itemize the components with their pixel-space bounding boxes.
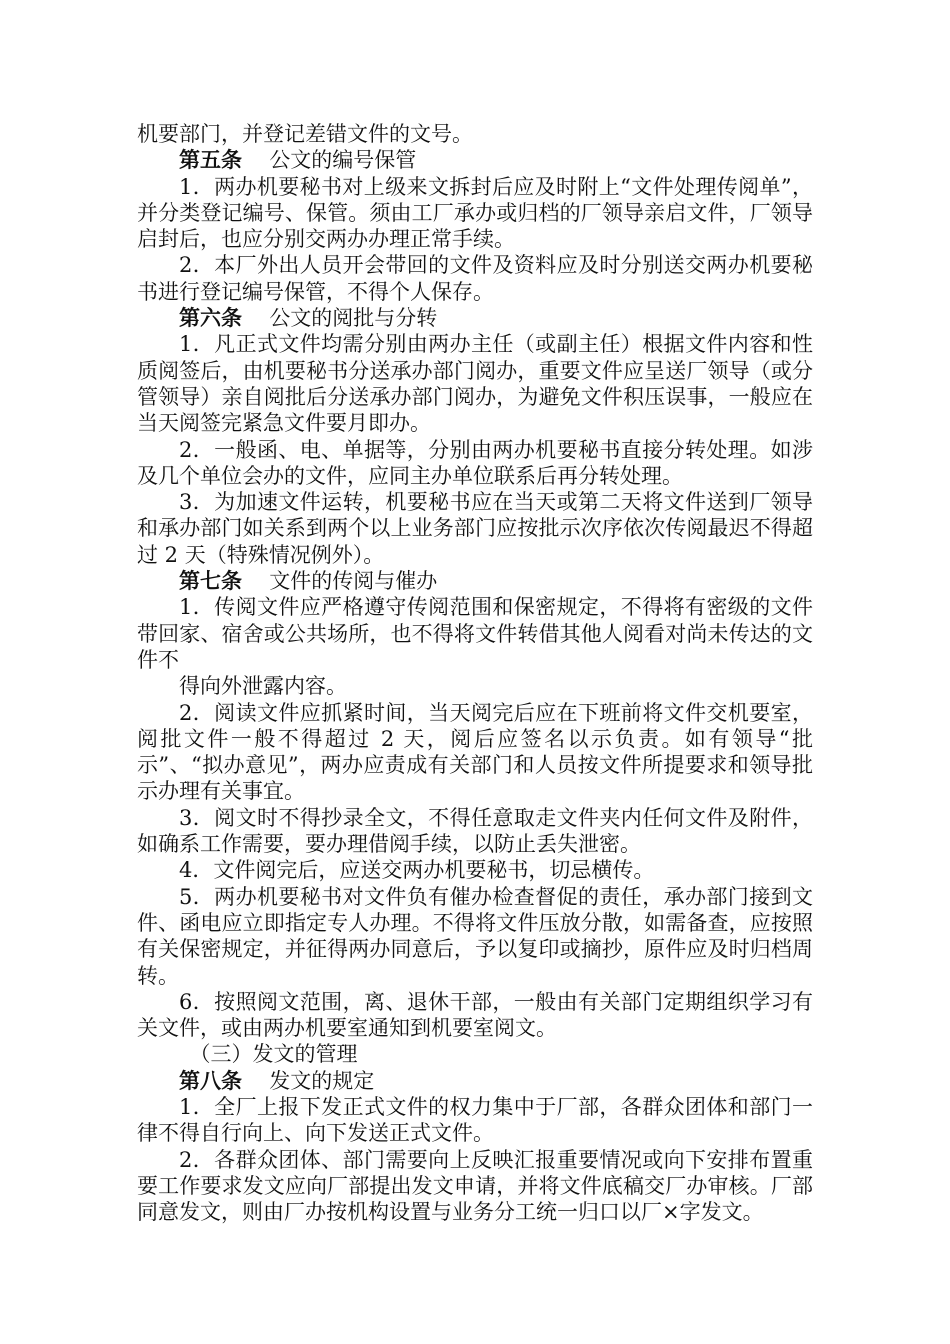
body-paragraph: 2．一般函、电、单据等，分别由两办机要秘书直接分转处理。如涉及几个单位会办的文件，应同主办单位联系后再分转处理。 bbox=[137, 437, 813, 488]
body-paragraph: 6．按照阅文范围，离、退休干部，一般由有关部门定期组织学习有关文件，或由两办机要室通知到机要室阅文。 bbox=[137, 989, 813, 1041]
body-paragraph: 1．全厂上报下发正式文件的权力集中于厂部，各群众团体和部门一律不得自行向上、向下发送正式文件。 bbox=[137, 1094, 813, 1146]
article-title: 公文的阅批与分转 bbox=[269, 306, 438, 331]
body-paragraph: 5．两办机要秘书对文件负有催办检查督促的责任，承办部门接到文件、函电应立即指定专人办理。不得将文件压放分散，如需备查，应按照有关保密规定，并征得两办同意后，予以复印或摘抄，原件应及时归档周转。 bbox=[137, 884, 813, 988]
article-heading bbox=[137, 568, 813, 594]
article-number: 第八条 bbox=[179, 1067, 242, 1093]
body-paragraph: 得向外泄露内容。 bbox=[179, 674, 347, 699]
body-paragraph: 1．两办机要秘书对上级来文拆封后应及时附上“文件处理传阅单”，并分类登记编号、保管。须由工厂承办或归档的厂领导亲启文件，厂领导启封后，也应分别交两办办理正常手续。 bbox=[137, 174, 813, 252]
body-paragraph: 2．阅读文件应抓紧时间，当天阅完后应在下班前将文件交机要室，阅批文件一般不得超过 2 天，阅后应签名以示负责。如有领导“批示”、“拟办意见”，两办应责成有关部门和人员按文件所提要求和领导批示办理有关事宜。 bbox=[137, 700, 813, 804]
body-paragraph: 2．本厂外出人员开会带回的文件及资料应及时分别送交两办机要秘书进行登记编号保管，不得个人保存。 bbox=[137, 253, 813, 304]
article-number: 第五条 bbox=[179, 147, 242, 173]
body-paragraph: 机要部门，并登记差错文件的文号。 bbox=[137, 122, 473, 146]
article-title: 文件的传阅与催办 bbox=[269, 569, 438, 594]
section-heading: （三）发文的管理 bbox=[189, 1042, 358, 1067]
document-page bbox=[137, 121, 813, 1225]
article-heading bbox=[137, 305, 813, 331]
body-paragraph: 2．各群众团体、部门需要向上反映汇报重要情况或向下安排布置重要工作要求发文应向厂部提出发文申请，并将文件底稿交厂办审核。厂部同意发文，则由厂办按机构设置与业务分工统一归口以厂×字发文。 bbox=[137, 1147, 813, 1225]
body-paragraph: 1．传阅文件应严格遵守传阅范围和保密规定，不得将有密级的文件带回家、宿舍或公共场所，也不得将文件转借其他人阅看对尚未传达的文件不 bbox=[137, 595, 813, 672]
article-number: 第七条 bbox=[179, 568, 242, 594]
body-paragraph: 4．文件阅完后，应送交两办机要秘书，切忌横传。 bbox=[179, 858, 655, 883]
body-paragraph: 3．阅文时不得抄录全文，不得任意取走文件夹内任何文件及附件，如确系工作需要，要办理借阅手续，以防止丢失泄密。 bbox=[137, 805, 813, 857]
article-heading bbox=[137, 1068, 813, 1094]
article-title: 发文的规定 bbox=[269, 1068, 375, 1093]
body-paragraph: 1．凡正式文件均需分别由两办主任（或副主任）根据文件内容和性质阅签后，由机要秘书分送承办部门阅办，重要文件应呈送厂领导（或分管领导）亲自阅批后分送承办部门阅办，为避免文件积压误事，一般应在当天阅签完紧急文件要月即办。 bbox=[137, 332, 813, 436]
article-number: 第六条 bbox=[179, 305, 242, 331]
article-heading bbox=[137, 147, 813, 173]
article-title: 公文的编号保管 bbox=[269, 148, 417, 173]
body-paragraph: 3．为加速文件运转，机要秘书应在当天或第二天将文件送到厂领导和承办部门如关系到两个以上业务部门应按批示次序依次传阅最迟不得超过 2 天（特殊情况例外）。 bbox=[137, 490, 813, 567]
